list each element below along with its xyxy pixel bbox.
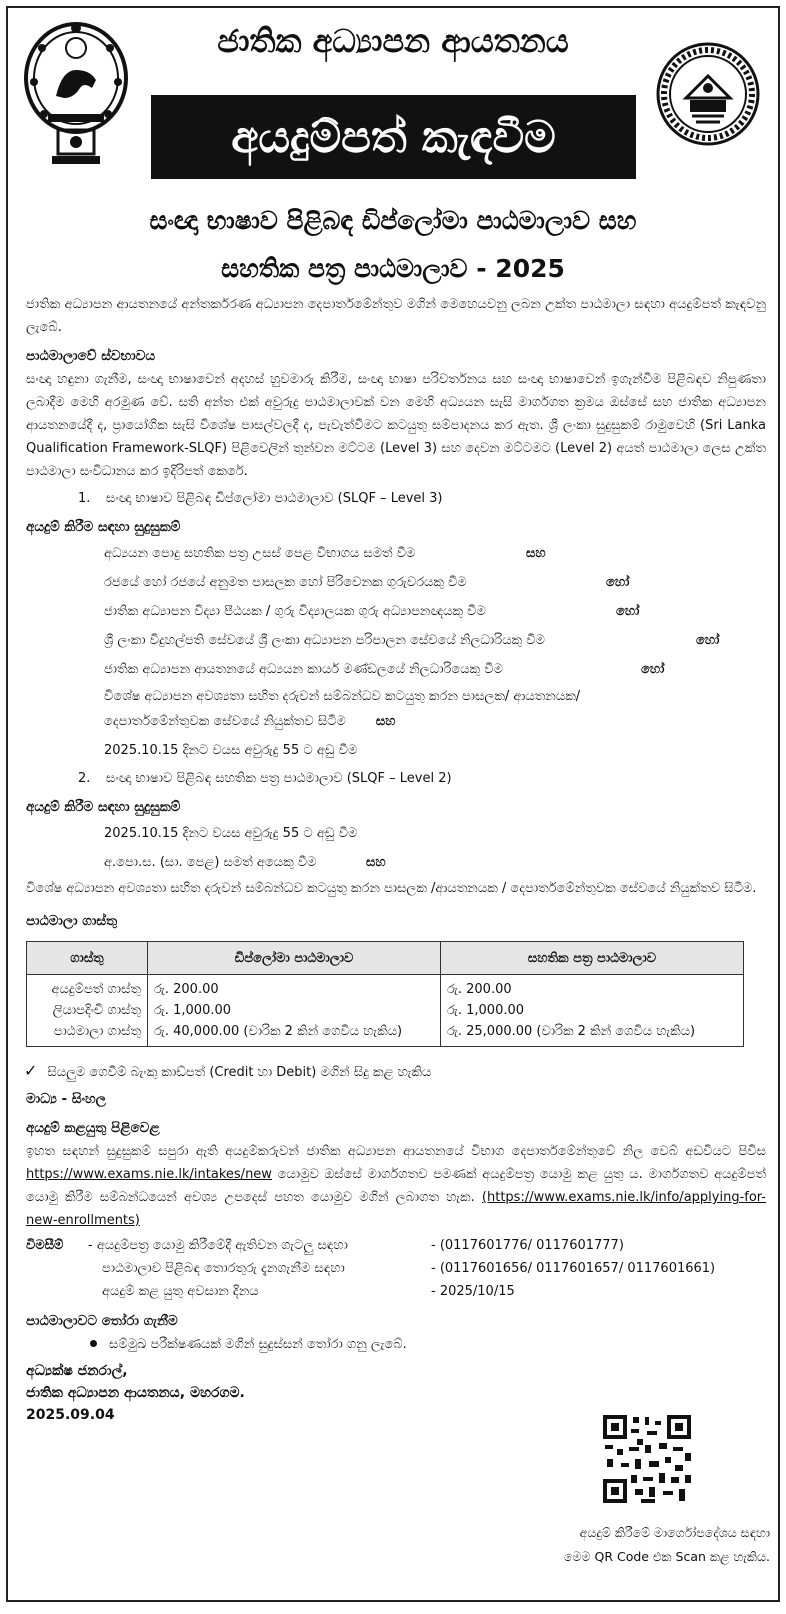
contacts-block (26, 1234, 766, 1304)
req-text-line1: විශේෂ අධ්‍යාපන අවශ්‍යතා සහිත දරුවන් සම්බන්ධව කටයුතු කරන පාසලක/ ආයතනයක/ (104, 689, 581, 704)
notice-body-lower (8, 1088, 778, 1426)
req-text: 2025.10.15 දිනට වයස අවුරුදු 55 ට අඩු වීම (104, 826, 358, 841)
req-text: අ.පො.ස. (සා. පෙළ) සමත් අයෙකු වීම (104, 855, 317, 870)
table-header-row (27, 942, 744, 975)
fee-value: රු. 40,000.00 (වාරික 2 කින් ගෙවිය හැකිය) (154, 1024, 403, 1039)
intro-paragraph: ජාතික අධ්‍යාපන ආයතනයේ අන්තර්කරණ අධ්‍යාපන දෙපාර්තමේන්තුව මගින් මෙහෙයවනු ලබන උක්ත පාඨමාලා සඳහා අයදුම්පත් කැඳවනු ලැබේ. (26, 297, 766, 335)
contact-label-3: අයදුම් කළ යුතු අවසාන දිනය (102, 1284, 259, 1299)
req-text: අධ්‍යයන පොදු සහතික පත්‍ර උසස් පෙළ විභාගය සමත් වීම (104, 546, 416, 561)
contacts-label: විමසීම් (26, 1238, 64, 1253)
course-2-eligibility-heading: අයදුම් කිරීම සඳහා සුදුසුකම් (26, 799, 181, 815)
bullet-icon (90, 1340, 97, 1347)
selection-heading: පාඨමාලාවට තෝරා ගැනීම (26, 1313, 178, 1329)
contact-label-1: - අයදුම්පත්‍ර යොමු කිරීමේදී ඇතිවන ගැටලු සඳහා (88, 1238, 348, 1253)
org-title: ජාතික අධ්‍යාපන ආයතනය (217, 22, 569, 60)
fee-name: පාඨමාලා ගාස්තු (53, 1024, 141, 1039)
fee-name: අයදුම්පත් ගාස්තු (51, 982, 141, 997)
req-keyword: හෝ (606, 575, 630, 590)
course-2-req-2 (26, 848, 766, 877)
course-1-req-3 (26, 597, 766, 626)
qr-caption-line1: අයදුම් කිරීමේ මාර්ගෝපදේශය සඳහා (579, 1525, 770, 1540)
course-1-req-2 (26, 568, 766, 597)
table-row (27, 975, 744, 1047)
qr-caption (515, 1521, 770, 1569)
course-title (8, 197, 778, 293)
req-text-line2: දෙපාර්තමේන්තුවක සේවයේ නියුක්තව සිටීම (104, 714, 346, 729)
sri-lanka-emblem-icon (22, 18, 130, 168)
col-certificate: සහතික පත්‍ර පාඨමාලාව (441, 942, 744, 975)
contact-value-1: - (0117601776/ 0117601777) (431, 1238, 624, 1253)
fee-names-cell (27, 975, 148, 1047)
req-keyword: හෝ (641, 662, 665, 677)
course-1-eligibility-heading: අයදුම් කිරීම සඳහා සුදුසුකම් (26, 519, 181, 535)
course-1-title (78, 487, 766, 510)
cert-fees-cell (441, 975, 744, 1047)
req-keyword: සහ (375, 714, 396, 729)
course-title-line2: සහතික පත්‍ර පාඨමාලාව - 2025 (221, 254, 565, 283)
notice-date: 2025.09.04 (26, 1407, 115, 1423)
course-1-req-5 (26, 655, 766, 684)
col-diploma: ඩිප්ලෝමා පාඨමාලාව (148, 942, 441, 975)
notice-page (6, 6, 780, 1602)
signatory-org: ජාතික අධ්‍යාපන ආයතනය, මහරගම. (26, 1385, 245, 1401)
notice-body (8, 293, 778, 933)
req-text: ජාතික අධ්‍යාපන විද්‍යා පීඨයක / ගුරු විද්‍යාලයක ගුරු අධ්‍යාපනඥයකු වීම (104, 604, 486, 619)
qr-code-icon (601, 1413, 693, 1505)
header (8, 8, 778, 183)
fee-value: රු. 25,000.00 (වාරික 2 කින් ගෙවිය හැකිය) (447, 1024, 696, 1039)
fee-value: රු. 1,000.00 (154, 1003, 232, 1018)
contact-value-2: - (0117601656/ 0117601657/ 0117601661) (431, 1261, 716, 1276)
qr-caption-line2: මෙම QR Code එක Scan කළ හැකිය. (564, 1549, 770, 1564)
check-mark-icon: ✓ (24, 1061, 38, 1080)
procedure-text-a: ඉහත සඳහන් සුදුසුකම් සපුරා ඇති අයදුම්කරුවන් ජාතික අධ්‍යාපන ආයතනයේ විභාග දෙපාර්තමේන්තුවේ නිල වෙබ් අඩවියට පිවිස (26, 1144, 766, 1159)
fee-value: රු. 1,000.00 (447, 1003, 525, 1018)
guide-link[interactable]: (https://www.exams.nie.lk/info/applying-for-new-enrollments) (26, 1190, 766, 1228)
course-2-req-1 (26, 819, 766, 848)
course-2-number: 2. (78, 771, 91, 786)
payment-note (24, 1061, 778, 1080)
course-1-req-1 (26, 539, 766, 568)
req-text: රජයේ හෝ රජයේ අනුමත පාසලක හෝ පිරිවෙනක ගුරුවරයකු වීම (104, 575, 467, 590)
course-2-title (78, 767, 766, 790)
req-keyword: හෝ (696, 633, 720, 648)
selection-item (26, 1333, 766, 1356)
nie-logo-icon (656, 42, 760, 146)
banner-text: අයදුම්පත් කැඳවීම (231, 111, 556, 163)
procedure-text-b: යොමුව ඔස්සේ මාර්ගගතව පමණක් අයදුම්පත්‍ර යොමු කළ යුතු ය. මාර්ගගතව අයදුම්පත් යොමු කිරීම සම්බන්ධයෙන් අවශ්‍ය උපදෙස් පහත යොමුව මගින් ලබාගත හැක. (26, 1167, 766, 1205)
payment-note-text: සියලුම ගෙවීම් බැංකු කාඩ්පත් (Credit හා Debit) මගින් සිදු කළ හැකිය (47, 1065, 432, 1080)
course-1-name: සංඥා භාෂාව පිළිබඳ ඩිප්ලෝමා පාඨමාලාව (SLQF – Level 3) (106, 491, 443, 506)
contact-label-2: පාඨමාලාව පිළිබඳ තොරතුරු දැනගැනීම සඳහා (102, 1261, 345, 1276)
course-nature-text: සංඥා හඳුනා ගැනීම, සංඥා භාෂාවෙන් අදහස් හුවමාරු කිරීම, සංඥා භාෂා පරිවර්තනය සහ සංඥා භාෂාවෙන් ඉගැන්වීම පිළිබඳව නිපුණතා ලබාදීම මෙහි අරමුණ වේ. සති අන්ත එක් අවුරුදු පාඨමාලාවක් වන මෙහි අධ්‍යයන සැසි මාර්ගගත ක්‍රමය ඔස්සේ සහ ජාතික අධ්‍යාපන ආයතනයේදී ද, ප්‍රායෝගික සැසි විශේෂ පාසල්වලදී ද, පැවැත්වීමට කටයුතු සම්පාදනය කර ඇත. ශ්‍රී ලංකා සුදුසුකම් රාමුවෙහි (Sri Lanka Qualification Framework-SLQF) පිළිවෙලින් තුන්වන මට්ටම (Level 3) සහ දෙවන මට්ටමට (Level 2) අයත් පාඨමාලා ලෙස උක්ත පාඨමාලා සංවිධානය කර ඉදිරිපත් කෙරේ. (26, 372, 766, 479)
course-nature-heading: පාඨමාලාවේ ස්වභාවය (26, 348, 156, 364)
course-title-line1: සංඥා භාෂාව පිළිබඳ ඩිප්ලෝමා පාඨමාලාව සහ (149, 206, 637, 235)
req-keyword: සහ (366, 855, 386, 870)
course-1-req-6 (104, 684, 766, 763)
signatory-title: අධ්‍යක්ෂ ජනරාල්, (26, 1363, 128, 1379)
fee-name: ලියාපදිංචි ගාස්තු (52, 1003, 141, 1018)
procedure-heading: අයදුම් කළයුතු පිළිවෙළ (26, 1120, 160, 1136)
col-fee: ගාස්තු (27, 942, 148, 975)
fee-value: රු. 200.00 (447, 982, 512, 997)
procedure-text (26, 1140, 766, 1232)
diploma-fees-cell (148, 975, 441, 1047)
course-1-age-req: 2025.10.15 දිනට වයස අවුරුදු 55 ට අඩු වීම (104, 743, 358, 758)
course-1-number: 1. (78, 491, 91, 506)
fees-table (26, 941, 744, 1047)
selection-text: සම්මුඛ පරීක්ෂණයක් මගින් සුදුස්සන් තෝරා ගනු ලැබේ. (109, 1337, 407, 1352)
fees-heading: පාඨමාලා ගාස්තු (26, 913, 118, 929)
course-2-name: සංඥා භාෂාව පිළිබඳ සහතික පත්‍ර පාඨමාලාව (SLQF – Level 2) (106, 771, 452, 786)
course-1-req-4 (26, 626, 766, 655)
intake-link[interactable]: https://www.exams.nie.lk/intakes/new (26, 1167, 272, 1182)
course-2-extra-req: විශේෂ අධ්‍යාපන අවශ්‍යතා සහිත දරුවන් සම්බන්ධව කටයුතු කරන පාසලක /ආයතනයක / දෙපාර්තමේන්තුවක සේවයේ නියුක්තව සිටීම. (26, 881, 757, 896)
fee-value: රු. 200.00 (154, 982, 219, 997)
req-keyword: සහ (526, 546, 546, 561)
deadline-value: - 2025/10/15 (431, 1284, 515, 1299)
req-keyword: හෝ (616, 604, 640, 619)
medium-label: මාධ්‍ය - සිංහල (26, 1091, 106, 1107)
req-text: ජාතික අධ්‍යාපන ආයතනයේ අධ්‍යයන කාර්ය මණ්ඩලයේ නිලධාරියෙකු වීම (104, 662, 503, 677)
req-text: ශ්‍රී ලංකා විදුහල්පති සේවයේ ශ්‍රී ලංකා අධ්‍යාපන පරිපාලන සේවයේ නිලධාරියකු වීම (104, 633, 545, 648)
call-for-applications-banner (151, 95, 636, 179)
